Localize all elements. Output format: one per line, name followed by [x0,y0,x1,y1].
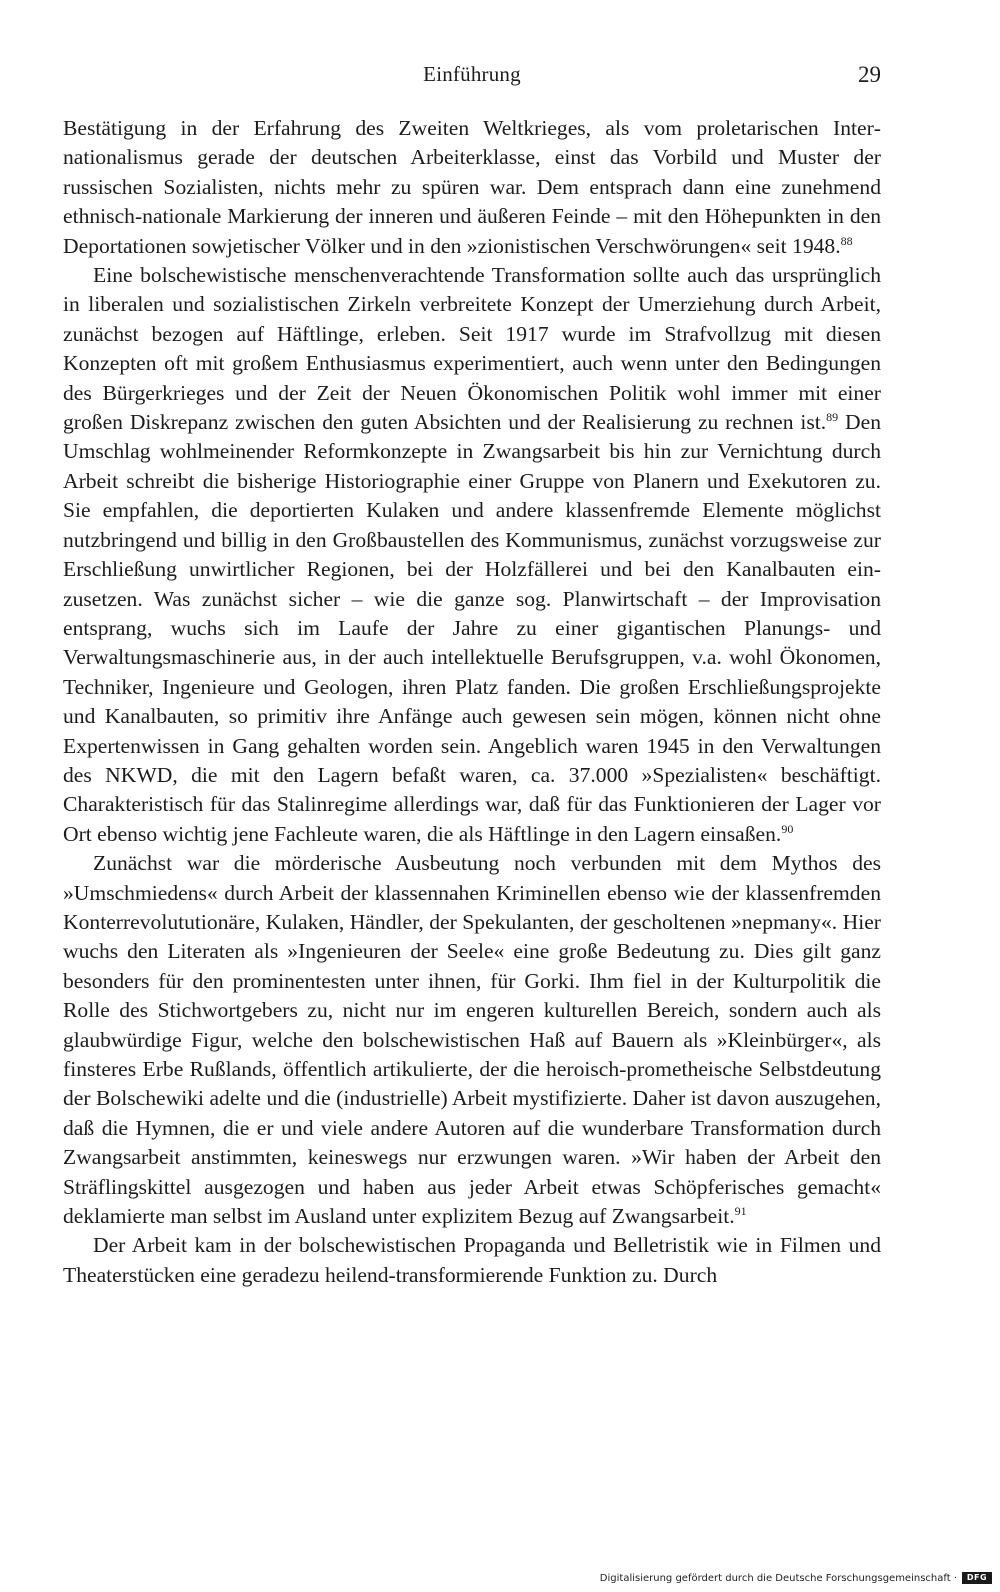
paragraph [63,261,881,849]
paragraph-text: Den Umschlag wohlmeinender Reformkonzepte in Zwangsarbeit bis hin zur Vernichtung durch Arbeit schreibt die bisherige Historiographie einer Gruppe von Planern und Exekutoren zu. Sie empfahlen, die deportierten Kulaken und andere klassenfremde Elemente möglichst nutzbringend und billig in den Großbaustellen des Kommunismus, zunächst vorzugsweise zur Erschließung unwirtlicher Regionen, bei der Holzfällerei und bei den Kanalbauten einzusetzen. Was zunächst sicher – wie die ganze sog. Planwirtschaft – der Improvisation entsprang, wuchs sich im Laufe der Jahre zu einer gigantischen Planungs- und Verwaltungsmaschinerie aus, in der auch intellektuelle Berufsgruppen, v.a. wohl Ökonomen, Techniker, Ingenieure und Geologen, ihren Platz fanden. Die großen Erschließungsprojekte und Kanalbauten, so primitiv ihre Anfänge auch gewesen sein mögen, können nicht ohne Expertenwissen in Gang gehalten worden sein. Angeblich waren 1945 in den Verwaltungen des NKWD, die mit den Lagern befaßt waren, ca. 37.000 »Spezialisten« beschäftigt. Charakteristisch für das Stalinregime allerdings war, daß für das Funktionieren der Lager vor Ort ebenso wichtig jene Fachleute waren, die als Häftlinge in den Lagern einsaßen. [63,410,882,846]
paragraph [63,849,881,1231]
footnote-marker: 91 [734,1203,747,1218]
dfg-logo: DFG [962,1572,992,1584]
page-number: 29 [858,62,881,87]
paragraph-text: Zunächst war die mörderische Ausbeutung noch verbunden mit dem Mythos des »Umschmiedens« durch Arbeit der klassennahen Kriminellen ebenso wie der klassenfremden Konterrevolututionäre, Kulaken, Händler, der Spekulanten, der gescholtenen »nepmany«. Hier wuchs den Literaten als »Ingenieuren der Seele« eine große Bedeutung zu. Dies gilt ganz besonders für den prominentesten unter ihnen, für Gorki. Ihm fiel in der Kulturpolitik die Rolle des Stichwortgebers zu, nicht nur im engeren kulturellen Bereich, sondern auch als glaubwürdige Figur, welche den bolschewistischen Haß auf Bauern als »Kleinbürger«, als finsteres Erbe Rußlands, öffentlich artikulierte, der die heroisch-prometheische Selbstdeutung der Bolschewiki adelte und die (industrielle) Arbeit mystifizierte. Daher ist davon auszugehen, daß die Hymnen, die er und viele andere Autoren auf die wunderbare Transformation durch Zwangsarbeit anstimmten, keineswegs nur erzwungen waren. »Wir haben der Arbeit den Sträflingskittel ausgezogen und haben aus jeder Arbeit etwas Schöpferisches gemacht« deklamierte man selbst im Ausland unter explizitem Bezug auf Zwangsarbeit. [63,851,881,1229]
paragraph-text: Eine bolschewistische menschenverachtende Transformation sollte auch das ursprünglich in liberalen und sozialistischen Zirkeln verbreitete Konzept der Umerziehung durch Arbeit, zunächst bezogen auf Häftlinge, erleben. Seit 1917 wurde im Strafvollzug mit diesen Konzepten oft mit großem Enthusiasmus experimentiert, auch wenn unter den Bedingungen des Bürgerkrieges und der Zeit der Neuen Ökonomischen Politik wohl immer mit einer großen Diskrepanz zwischen den guten Absichten und der Realisierung zu rechnen ist. [63,263,881,435]
paragraph-text: Bestätigung in der Erfahrung des Zweiten Weltkrieges, als vom proletarischen Internationalismus gerade der deutschen Arbeiterklasse, einst das Vorbild und Muster der russischen Sozialisten, nichts mehr zu spüren war. Dem entsprach dann eine zunehmend ethnisch-nationale Markierung der inneren und äußeren Feinde – mit den Höhepunkten in den Deportationen sowjetischer Völker und in den »zionistischen Verschwörungen« seit 1948. [63,116,881,258]
credit-text: Digitalisierung gefördert durch die Deutsche Forschungsgemeinschaft · [599,1572,957,1584]
paragraph [63,1231,881,1290]
body-text [63,114,881,1290]
paragraph-text: Der Arbeit kam in der bolschewistischen Propaganda und Belletristik wie in Filmen und Theaterstücken eine geradezu heilend-transformierende Funktion zu. Durch [63,1233,881,1287]
running-head [63,62,881,96]
footnote-marker: 88 [840,233,853,248]
paragraph [63,114,881,261]
footnote-marker: 90 [781,821,794,836]
footnote-marker: 89 [826,409,839,424]
chapter-title: Einführung [423,62,521,86]
digitization-credit [600,1572,992,1584]
